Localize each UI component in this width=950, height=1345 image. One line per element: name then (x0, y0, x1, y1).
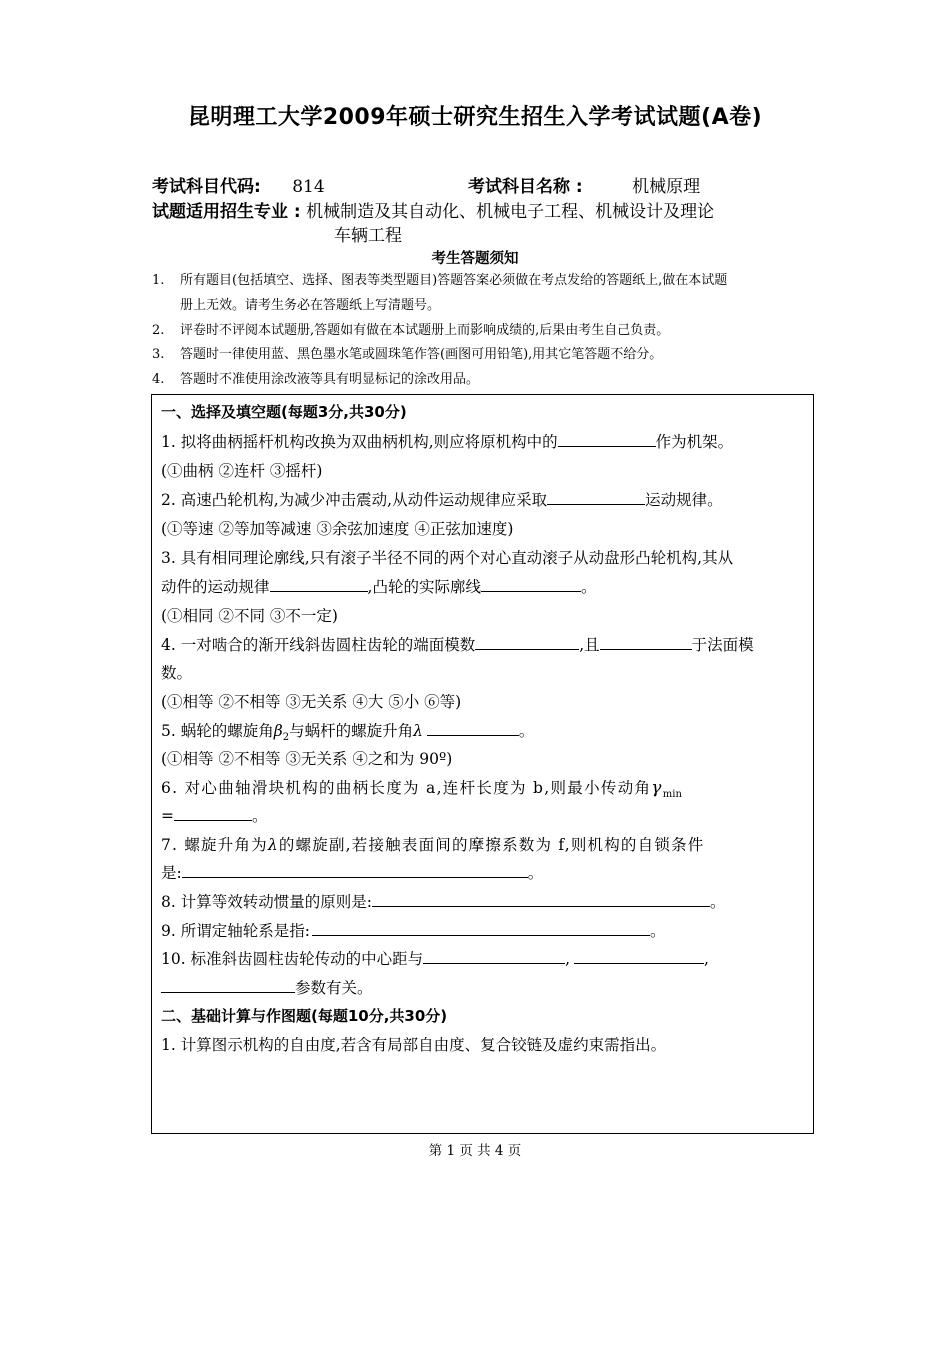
q4-blank-2 (600, 634, 692, 650)
q3-line-2 (161, 575, 806, 597)
q1-options: (①曲柄 ②连杆 ③摇杆) (161, 462, 323, 480)
notice-item-2 (152, 319, 822, 344)
section1-heading: 一、选择及填空题(每题3分,共30分) (161, 403, 407, 421)
q10-line (161, 947, 806, 969)
section2-heading: 二、基础计算与作图题(每题10分,共30分) (161, 1007, 448, 1025)
q1-text: 1. 拟将曲柄摇杆机构改换为双曲柄机构,则应将原机构中的 (161, 433, 558, 451)
q2-line (161, 488, 806, 510)
q4-options: (①相等 ②不相等 ③无关系 ④大 ⑤小 ⑥等) (161, 693, 462, 711)
q3-blank-1 (270, 576, 368, 592)
q9-line (161, 919, 806, 941)
q5-text-mid: 与蜗杆的螺旋升角 (289, 722, 414, 740)
q3-line: 3. 具有相同理论廓线,只有滚子半径不同的两个对心直动滚子从动盘形凸轮机构,其从 (161, 549, 734, 567)
q1-blank (558, 431, 656, 447)
notice-text: 答题时一律使用蓝、黑色墨水笔或圆珠笔作答(画图可用铅笔),用其它笔答题不给分。 (180, 347, 663, 362)
q1-line (161, 430, 806, 452)
notice-num: 2. (152, 323, 165, 338)
q4-line (161, 633, 806, 655)
q7-text-end: 。 (527, 864, 544, 882)
notice-cont: 册上无效。请考生务必在答题纸上写清题号。 (180, 297, 441, 313)
q7-blank (182, 862, 528, 878)
major-row (152, 197, 714, 222)
notice-item-1 (152, 269, 822, 318)
q3-text-mid: ,凸轮的实际廓线 (367, 578, 481, 596)
lambda-symbol: λ (267, 836, 279, 854)
q5-line (161, 719, 806, 743)
notice-title: 考生答题须知 (431, 251, 519, 267)
q3-options: (①相同 ②不同 ③不一定) (161, 607, 338, 625)
notice-text: 所有题目(包括填空、选择、图表等类型题目)答题答案必须做在考点发给的答题纸上,做在本试题 (180, 273, 728, 288)
beta-symbol: β (273, 722, 283, 740)
q4-line-2: 数。 (161, 664, 193, 682)
q7-text-mid: 的螺旋副,若接触表面间的摩擦系数为 f,则机构的自锁条件 (278, 836, 705, 854)
s2-q1-line: 1. 计算图示机构的自由度,若含有局部自由度、复合铰链及虚约束需指出。 (161, 1036, 667, 1054)
q10-blank-1 (423, 948, 565, 964)
notice-item-4 (152, 368, 822, 393)
notice-item-3 (152, 343, 822, 368)
q10-blank-2 (574, 948, 704, 964)
major-value-2: 车辆工程 (334, 226, 402, 246)
q5-options: (①相等 ②不相等 ③无关系 ④之和为 90º) (161, 750, 453, 768)
q3-blank-2 (481, 576, 581, 592)
question-box (151, 394, 814, 1134)
q8-line (161, 890, 806, 912)
q6-blank (174, 805, 252, 821)
q10-line-2 (161, 976, 806, 998)
q5-blank (427, 720, 519, 736)
gamma-subscript: min (662, 789, 682, 801)
notice-num: 4. (152, 372, 165, 387)
subject-code-value: 814 (292, 177, 325, 197)
page-footer: 第 1 页 共 4 页 (428, 1143, 522, 1159)
q10-blank-3 (161, 977, 295, 993)
q5-text: 5. 蜗轮的螺旋角 (161, 722, 274, 740)
q3-text: 动件的运动规律 (161, 578, 270, 596)
major-value-1: 机械制造及其自动化、机械电子工程、机械设计及理论 (306, 202, 715, 222)
subject-name-row (468, 172, 700, 197)
exam-title: 昆明理工大学2009年硕士研究生招生入学考试试题(A卷) (187, 105, 763, 130)
gamma-symbol: γ (651, 778, 663, 798)
q10-text: 10. 标准斜齿圆柱齿轮传动的中心距与 (161, 950, 424, 968)
q10-text-end: 参数有关。 (295, 979, 373, 997)
q4-text-mid: ,且 (579, 636, 600, 654)
q4-blank-1 (475, 634, 579, 650)
lambda-symbol: λ (413, 722, 423, 740)
q10-sep-2: , (704, 950, 709, 968)
q7-text: 7. 螺旋升角为 (161, 836, 268, 854)
q8-text-end: 。 (709, 893, 726, 911)
subject-name-value: 机械原理 (632, 177, 701, 197)
q6-line-2 (161, 804, 806, 826)
q7-text-cont: 是: (161, 864, 182, 882)
q9-text: 9. 所谓定轴轮系是指: (161, 922, 310, 940)
q4-text-end: 于法面模 (691, 636, 754, 654)
subject-name-label: 考试科目名称 : (468, 177, 583, 197)
q10-sep-1: , (565, 950, 571, 968)
major-label: 试题适用招生专业 : (152, 202, 301, 222)
beta-subscript: 2 (282, 732, 290, 744)
q6-text-end: 。 (252, 807, 268, 825)
q2-options: (①等速 ②等加等减速 ③余弦加速度 ④正弦加速度) (161, 520, 514, 538)
subject-code-label: 考试科目代码: (152, 177, 261, 197)
q8-text: 8. 计算等效转动惯量的原则是: (161, 893, 372, 911)
q8-blank (372, 891, 710, 907)
q5-text-end: 。 (518, 722, 535, 740)
notice-text: 评卷时不评阅本试题册,答题如有做在本试题册上而影响成绩的,后果由考生自己负责。 (180, 323, 670, 338)
q7-line-2 (161, 861, 806, 883)
notice-num: 3. (152, 347, 165, 362)
q6-line (161, 776, 806, 800)
q6-text: 6. 对心曲轴滑块机构的曲柄长度为 a,连杆长度为 b,则最小传动角 (161, 779, 652, 797)
q2-text: 2. 高速凸轮机构,为减少冲击震动,从动件运动规律应采取 (161, 491, 548, 509)
q9-blank (312, 920, 650, 936)
notice-text: 答题时不准使用涂改液等具有明显标记的涂改用品。 (180, 372, 480, 387)
subject-code-row (152, 172, 325, 197)
q2-blank (547, 489, 645, 505)
q7-line (161, 833, 806, 855)
q4-text: 4. 一对啮合的渐开线斜齿圆柱齿轮的端面模数 (161, 636, 476, 654)
q6-equals: = (161, 807, 174, 825)
q2-text-end: 运动规律。 (645, 491, 723, 509)
q1-text-end: 作为机架。 (655, 433, 734, 451)
q3-text-end: 。 (580, 578, 597, 596)
notice-num: 1. (152, 273, 165, 288)
q9-text-end: 。 (649, 922, 666, 940)
